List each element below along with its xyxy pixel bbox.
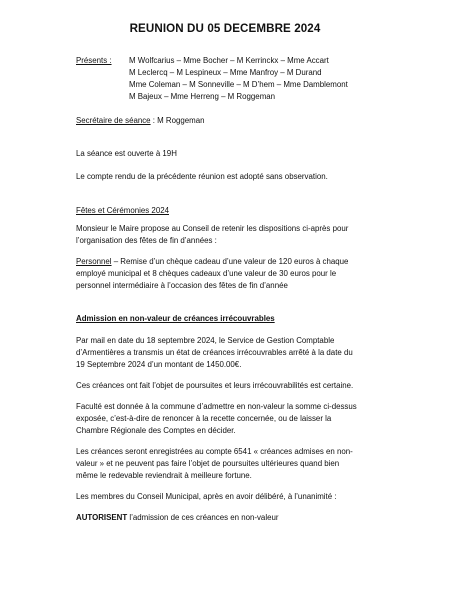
personnel-label: Personnel xyxy=(76,257,112,266)
section2-p4-line-2: valeur » et ne peuvent pas faire l’objet de poursuites ultérieures quand bien xyxy=(76,459,340,468)
section2-p1-line-1: Par mail en date du 18 septembre 2024, le Service de Gestion Comptable xyxy=(76,336,335,345)
section2-p4-line-1: Les créances seront enregistrées au compte 6541 « créances admises en non- xyxy=(76,447,353,456)
presents-line-1: M Wolfcarius – Mme Bocher – M Kerrinckx – Mme Accart xyxy=(129,56,329,65)
secretary-line xyxy=(76,116,205,126)
section2-p4-line-3: même le redevable reviendrait à meilleure fortune. xyxy=(76,471,252,480)
personnel-line-1 xyxy=(76,257,348,267)
section1-intro-2: l’organisation des fêtes de fin d’années : xyxy=(76,236,217,245)
section2-heading: Admission en non-valeur de créances irrécouvrables xyxy=(76,314,275,323)
secretary-label: Secrétaire de séance xyxy=(76,116,151,125)
section2-p3-line-2: exposée, c’est-à-dire de renoncer à la recette concernée, ou de laisser la xyxy=(76,414,332,423)
section2-p5: Les membres du Conseil Municipal, après en avoir délibéré, à l’unanimité : xyxy=(76,492,337,501)
section1-heading: Fêtes et Cérémonies 2024 xyxy=(76,206,169,215)
decision-line xyxy=(76,513,278,523)
secretary-value: : M Roggeman xyxy=(150,116,205,125)
section2-p3-line-1: Faculté est donnée à la commune d’admettre en non-valeur la somme ci-dessus xyxy=(76,402,357,411)
personnel-line-3: personnel intermédiaire à l’occasion des fêtes de fin d’année xyxy=(76,281,288,290)
presents-line-3: Mme Coleman – M Sonneville – M D’hem – Mme Damblemont xyxy=(129,80,348,89)
minutes-text: Le compte rendu de la précédente réunion est adopté sans observation. xyxy=(76,172,328,181)
section2-p1-line-2: d’Armentières a transmis un état de créances irrécouvrables arrêté à la date du xyxy=(76,348,353,357)
section2-p3-line-3: Chambre Régionale des Comptes en décider. xyxy=(76,426,236,435)
section1-intro-1: Monsieur le Maire propose au Conseil de retenir les dispositions ci-après pour xyxy=(76,224,349,233)
personnel-text-1: – Remise d’un chèque cadeau d’une valeur de 120 euros à chaque xyxy=(111,257,349,266)
personnel-line-2: employé municipal et 8 chèques cadeaux d’une valeur de 30 euros pour le xyxy=(76,269,337,278)
presents-line-2: M Leclercq – M Lespineux – Mme Manfroy – M Durand xyxy=(129,68,322,77)
decision-text: l’admission de ces créances en non-valeur xyxy=(127,513,279,522)
opening-text: La séance est ouverte à 19H xyxy=(76,149,177,158)
section2-p1-line-3: 19 Septembre 2024 d’un montant de 1450.00€. xyxy=(76,360,242,369)
presents-label: Présents : xyxy=(76,56,112,65)
presents-line-4: M Bajeux – Mme Herreng – M Roggeman xyxy=(129,92,276,101)
decision-label: AUTORISENT xyxy=(76,513,128,522)
section2-p2: Ces créances ont fait l’objet de poursuites et leurs irrécouvrabilités est certaine. xyxy=(76,381,354,390)
page-title: REUNION DU 05 DECEMBRE 2024 xyxy=(129,22,321,35)
